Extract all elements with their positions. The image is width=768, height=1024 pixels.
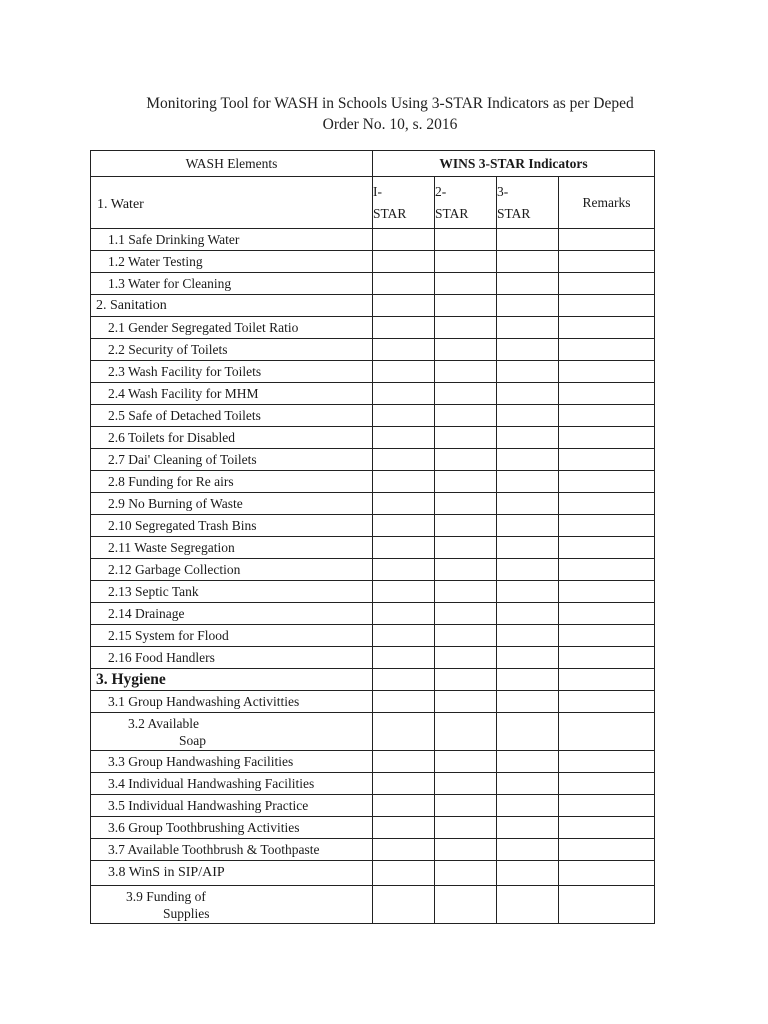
star-2-cell[interactable]	[435, 251, 497, 273]
star-3-cell[interactable]	[497, 449, 559, 471]
star-3-cell[interactable]	[497, 751, 559, 773]
remarks-cell[interactable]	[559, 861, 655, 886]
remarks-cell[interactable]	[559, 317, 655, 339]
table-row	[91, 647, 655, 669]
star-2-cell[interactable]	[435, 795, 497, 817]
star-3-cell[interactable]	[497, 603, 559, 625]
remarks-header: Remarks	[559, 177, 655, 229]
remarks-cell[interactable]	[559, 251, 655, 273]
star-2-cell[interactable]	[435, 861, 497, 886]
table-row	[91, 449, 655, 471]
remarks-cell[interactable]	[559, 339, 655, 361]
star-3-cell[interactable]	[497, 273, 559, 295]
star-2-cell[interactable]	[435, 713, 497, 751]
remarks-cell[interactable]	[559, 817, 655, 839]
monitoring-table	[90, 150, 655, 924]
table-row	[91, 229, 655, 251]
star-3-cell[interactable]	[497, 559, 559, 581]
remarks-cell[interactable]	[559, 295, 655, 317]
table-row	[91, 383, 655, 405]
element-label: 2.8 Funding for Re airs	[91, 471, 373, 493]
remarks-cell[interactable]	[559, 471, 655, 493]
star-1-cell[interactable]	[373, 361, 435, 383]
remarks-cell[interactable]	[559, 886, 655, 924]
table-row	[91, 273, 655, 295]
star-2-header	[435, 177, 497, 229]
element-label-line-2: Supplies	[163, 905, 210, 921]
remarks-cell[interactable]	[559, 537, 655, 559]
star-3-cell[interactable]	[497, 537, 559, 559]
star-3-cell[interactable]	[497, 713, 559, 751]
remarks-cell[interactable]	[559, 493, 655, 515]
star-3-cell[interactable]	[497, 471, 559, 493]
remarks-cell[interactable]	[559, 839, 655, 861]
table-row	[91, 795, 655, 817]
star-2-cell[interactable]	[435, 559, 497, 581]
remarks-cell[interactable]	[559, 691, 655, 713]
star-2-cell[interactable]	[435, 669, 497, 691]
table-row	[91, 713, 655, 751]
star-2-cell[interactable]	[435, 581, 497, 603]
star-1-cell[interactable]	[373, 817, 435, 839]
table-row	[91, 691, 655, 713]
table-row	[91, 427, 655, 449]
element-label: 3.1 Group Handwashing Activitties	[91, 691, 373, 713]
star-1-cell[interactable]	[373, 839, 435, 861]
star-1-cell[interactable]	[373, 647, 435, 669]
remarks-cell[interactable]	[559, 625, 655, 647]
star-2-cell[interactable]	[435, 339, 497, 361]
star-1-cell[interactable]	[373, 581, 435, 603]
star-1-cell[interactable]	[373, 861, 435, 886]
table-row	[91, 861, 655, 886]
table-row	[91, 751, 655, 773]
star-2-cell[interactable]	[435, 537, 497, 559]
element-label: 3.6 Group Toothbrushing Activities	[91, 817, 373, 839]
star-3-cell[interactable]	[497, 515, 559, 537]
star-1-cell[interactable]	[373, 515, 435, 537]
table-header-row	[91, 151, 655, 177]
table-row	[91, 773, 655, 795]
element-label: 1.2 Water Testing	[91, 251, 373, 273]
table-row	[91, 295, 655, 317]
table-row	[91, 581, 655, 603]
star-3-cell[interactable]	[497, 691, 559, 713]
star-3-cell[interactable]	[497, 317, 559, 339]
table-row	[91, 493, 655, 515]
remarks-cell[interactable]	[559, 795, 655, 817]
element-label: 2.16 Food Handlers	[91, 647, 373, 669]
star-2-num: 2-	[435, 183, 447, 199]
element-label	[91, 713, 373, 751]
star-1-cell[interactable]	[373, 295, 435, 317]
element-label	[91, 886, 373, 924]
star-2-cell[interactable]	[435, 817, 497, 839]
star-3-cell[interactable]	[497, 839, 559, 861]
remarks-cell[interactable]	[559, 603, 655, 625]
star-2-word: STAR	[435, 205, 469, 221]
star-3-cell[interactable]	[497, 339, 559, 361]
element-label: 3.7 Available Toothbrush & Toothpaste	[91, 839, 373, 861]
element-label: 3.4 Individual Handwashing Facilities	[91, 773, 373, 795]
element-label: 2.1 Gender Segregated Toilet Ratio	[91, 317, 373, 339]
title-line-2: Order No. 10, s. 2016	[322, 116, 458, 133]
table-row	[91, 471, 655, 493]
remarks-cell[interactable]	[559, 581, 655, 603]
star-3-cell[interactable]	[497, 647, 559, 669]
element-label: 3.8 WinS in SIP/AIP	[91, 861, 373, 886]
star-1-cell[interactable]	[373, 669, 435, 691]
star-2-cell[interactable]	[435, 647, 497, 669]
element-label-line-1: 3.2 Available	[128, 715, 199, 731]
star-1-cell[interactable]	[373, 251, 435, 273]
element-label: 2.12 Garbage Collection	[91, 559, 373, 581]
star-1-header	[373, 177, 435, 229]
star-1-word: STAR	[373, 205, 407, 221]
remarks-cell[interactable]	[559, 515, 655, 537]
star-3-cell[interactable]	[497, 625, 559, 647]
star-1-cell[interactable]	[373, 625, 435, 647]
water-header-row	[91, 177, 655, 229]
star-2-cell[interactable]	[435, 603, 497, 625]
star-2-cell[interactable]	[435, 773, 497, 795]
star-3-word: STAR	[497, 205, 531, 221]
star-1-cell[interactable]	[373, 603, 435, 625]
remarks-cell[interactable]	[559, 361, 655, 383]
remarks-cell[interactable]	[559, 647, 655, 669]
wash-elements-header: WASH Elements	[91, 151, 373, 177]
document-title	[120, 93, 660, 135]
star-2-cell[interactable]	[435, 493, 497, 515]
water-section-label: 1. Water	[91, 177, 373, 229]
element-label: 2.5 Safe of Detached Toilets	[91, 405, 373, 427]
star-1-cell[interactable]	[373, 471, 435, 493]
star-1-num: I-	[373, 183, 382, 199]
star-3-cell[interactable]	[497, 229, 559, 251]
star-1-cell[interactable]	[373, 886, 435, 924]
star-2-cell[interactable]	[435, 515, 497, 537]
section-label: 3. Hygiene	[91, 669, 373, 691]
remarks-cell[interactable]	[559, 559, 655, 581]
star-1-cell[interactable]	[373, 449, 435, 471]
element-label: 2.11 Waste Segregation	[91, 537, 373, 559]
table-row	[91, 817, 655, 839]
table-row	[91, 559, 655, 581]
star-2-cell[interactable]	[435, 295, 497, 317]
star-3-cell[interactable]	[497, 773, 559, 795]
element-label: 2.3 Wash Facility for Toilets	[91, 361, 373, 383]
star-3-cell[interactable]	[497, 886, 559, 924]
star-2-cell[interactable]	[435, 691, 497, 713]
table-row	[91, 603, 655, 625]
table-row	[91, 669, 655, 691]
star-2-cell[interactable]	[435, 361, 497, 383]
table-row	[91, 515, 655, 537]
element-label: 1.1 Safe Drinking Water	[91, 229, 373, 251]
element-label: 2.14 Drainage	[91, 603, 373, 625]
remarks-cell[interactable]	[559, 773, 655, 795]
table-row	[91, 251, 655, 273]
element-label: 3.5 Individual Handwashing Practice	[91, 795, 373, 817]
star-1-cell[interactable]	[373, 713, 435, 751]
star-3-cell[interactable]	[497, 795, 559, 817]
star-2-cell[interactable]	[435, 317, 497, 339]
star-2-cell[interactable]	[435, 273, 497, 295]
star-3-cell[interactable]	[497, 817, 559, 839]
star-1-cell[interactable]	[373, 537, 435, 559]
element-label: 2.4 Wash Facility for MHM	[91, 383, 373, 405]
star-3-cell[interactable]	[497, 361, 559, 383]
element-label: 2.15 System for Flood	[91, 625, 373, 647]
element-label: 2.2 Security of Toilets	[91, 339, 373, 361]
table-row	[91, 339, 655, 361]
element-label: 2.6 Toilets for Disabled	[91, 427, 373, 449]
table-row	[91, 361, 655, 383]
remarks-cell[interactable]	[559, 229, 655, 251]
section-label: 2. Sanitation	[91, 295, 373, 317]
star-3-cell[interactable]	[497, 581, 559, 603]
element-label: 1.3 Water for Cleaning	[91, 273, 373, 295]
star-2-cell[interactable]	[435, 449, 497, 471]
table-row	[91, 625, 655, 647]
remarks-cell[interactable]	[559, 273, 655, 295]
star-2-cell[interactable]	[435, 751, 497, 773]
table-row	[91, 317, 655, 339]
star-1-cell[interactable]	[373, 229, 435, 251]
star-3-cell[interactable]	[497, 383, 559, 405]
star-3-header	[497, 177, 559, 229]
table-row	[91, 405, 655, 427]
star-2-cell[interactable]	[435, 625, 497, 647]
remarks-cell[interactable]	[559, 405, 655, 427]
star-2-cell[interactable]	[435, 229, 497, 251]
remarks-cell[interactable]	[559, 713, 655, 751]
remarks-cell[interactable]	[559, 669, 655, 691]
star-3-cell[interactable]	[497, 427, 559, 449]
star-2-cell[interactable]	[435, 886, 497, 924]
table-row	[91, 537, 655, 559]
star-1-cell[interactable]	[373, 405, 435, 427]
star-1-cell[interactable]	[373, 559, 435, 581]
star-3-cell[interactable]	[497, 493, 559, 515]
wins-indicators-header: WINS 3-STAR Indicators	[373, 151, 655, 177]
star-1-cell[interactable]	[373, 795, 435, 817]
element-label: 3.3 Group Handwashing Facilities	[91, 751, 373, 773]
star-3-cell[interactable]	[497, 405, 559, 427]
star-3-cell[interactable]	[497, 861, 559, 886]
star-1-cell[interactable]	[373, 273, 435, 295]
remarks-cell[interactable]	[559, 751, 655, 773]
element-label-line-1: 3.9 Funding of	[126, 888, 206, 904]
table-row	[91, 839, 655, 861]
star-1-cell[interactable]	[373, 751, 435, 773]
star-2-cell[interactable]	[435, 471, 497, 493]
remarks-cell[interactable]	[559, 449, 655, 471]
remarks-cell[interactable]	[559, 427, 655, 449]
star-1-cell[interactable]	[373, 691, 435, 713]
star-2-cell[interactable]	[435, 405, 497, 427]
star-1-cell[interactable]	[373, 317, 435, 339]
element-label: 2.10 Segregated Trash Bins	[91, 515, 373, 537]
star-2-cell[interactable]	[435, 839, 497, 861]
star-2-cell[interactable]	[435, 427, 497, 449]
element-label: 2.7 Dai' Cleaning of Toilets	[91, 449, 373, 471]
table-row	[91, 886, 655, 924]
star-3-cell[interactable]	[497, 669, 559, 691]
element-label: 2.9 No Burning of Waste	[91, 493, 373, 515]
star-2-cell[interactable]	[435, 383, 497, 405]
star-1-cell[interactable]	[373, 427, 435, 449]
element-label-line-2: Soap	[179, 732, 206, 748]
star-3-cell[interactable]	[497, 251, 559, 273]
star-3-num: 3-	[497, 183, 509, 199]
star-1-cell[interactable]	[373, 383, 435, 405]
star-1-cell[interactable]	[373, 773, 435, 795]
star-3-cell[interactable]	[497, 295, 559, 317]
remarks-cell[interactable]	[559, 383, 655, 405]
element-label: 2.13 Septic Tank	[91, 581, 373, 603]
star-1-cell[interactable]	[373, 493, 435, 515]
title-line-1: Monitoring Tool for WASH in Schools Using 3-STAR Indicators as per Deped	[146, 95, 634, 112]
star-1-cell[interactable]	[373, 339, 435, 361]
